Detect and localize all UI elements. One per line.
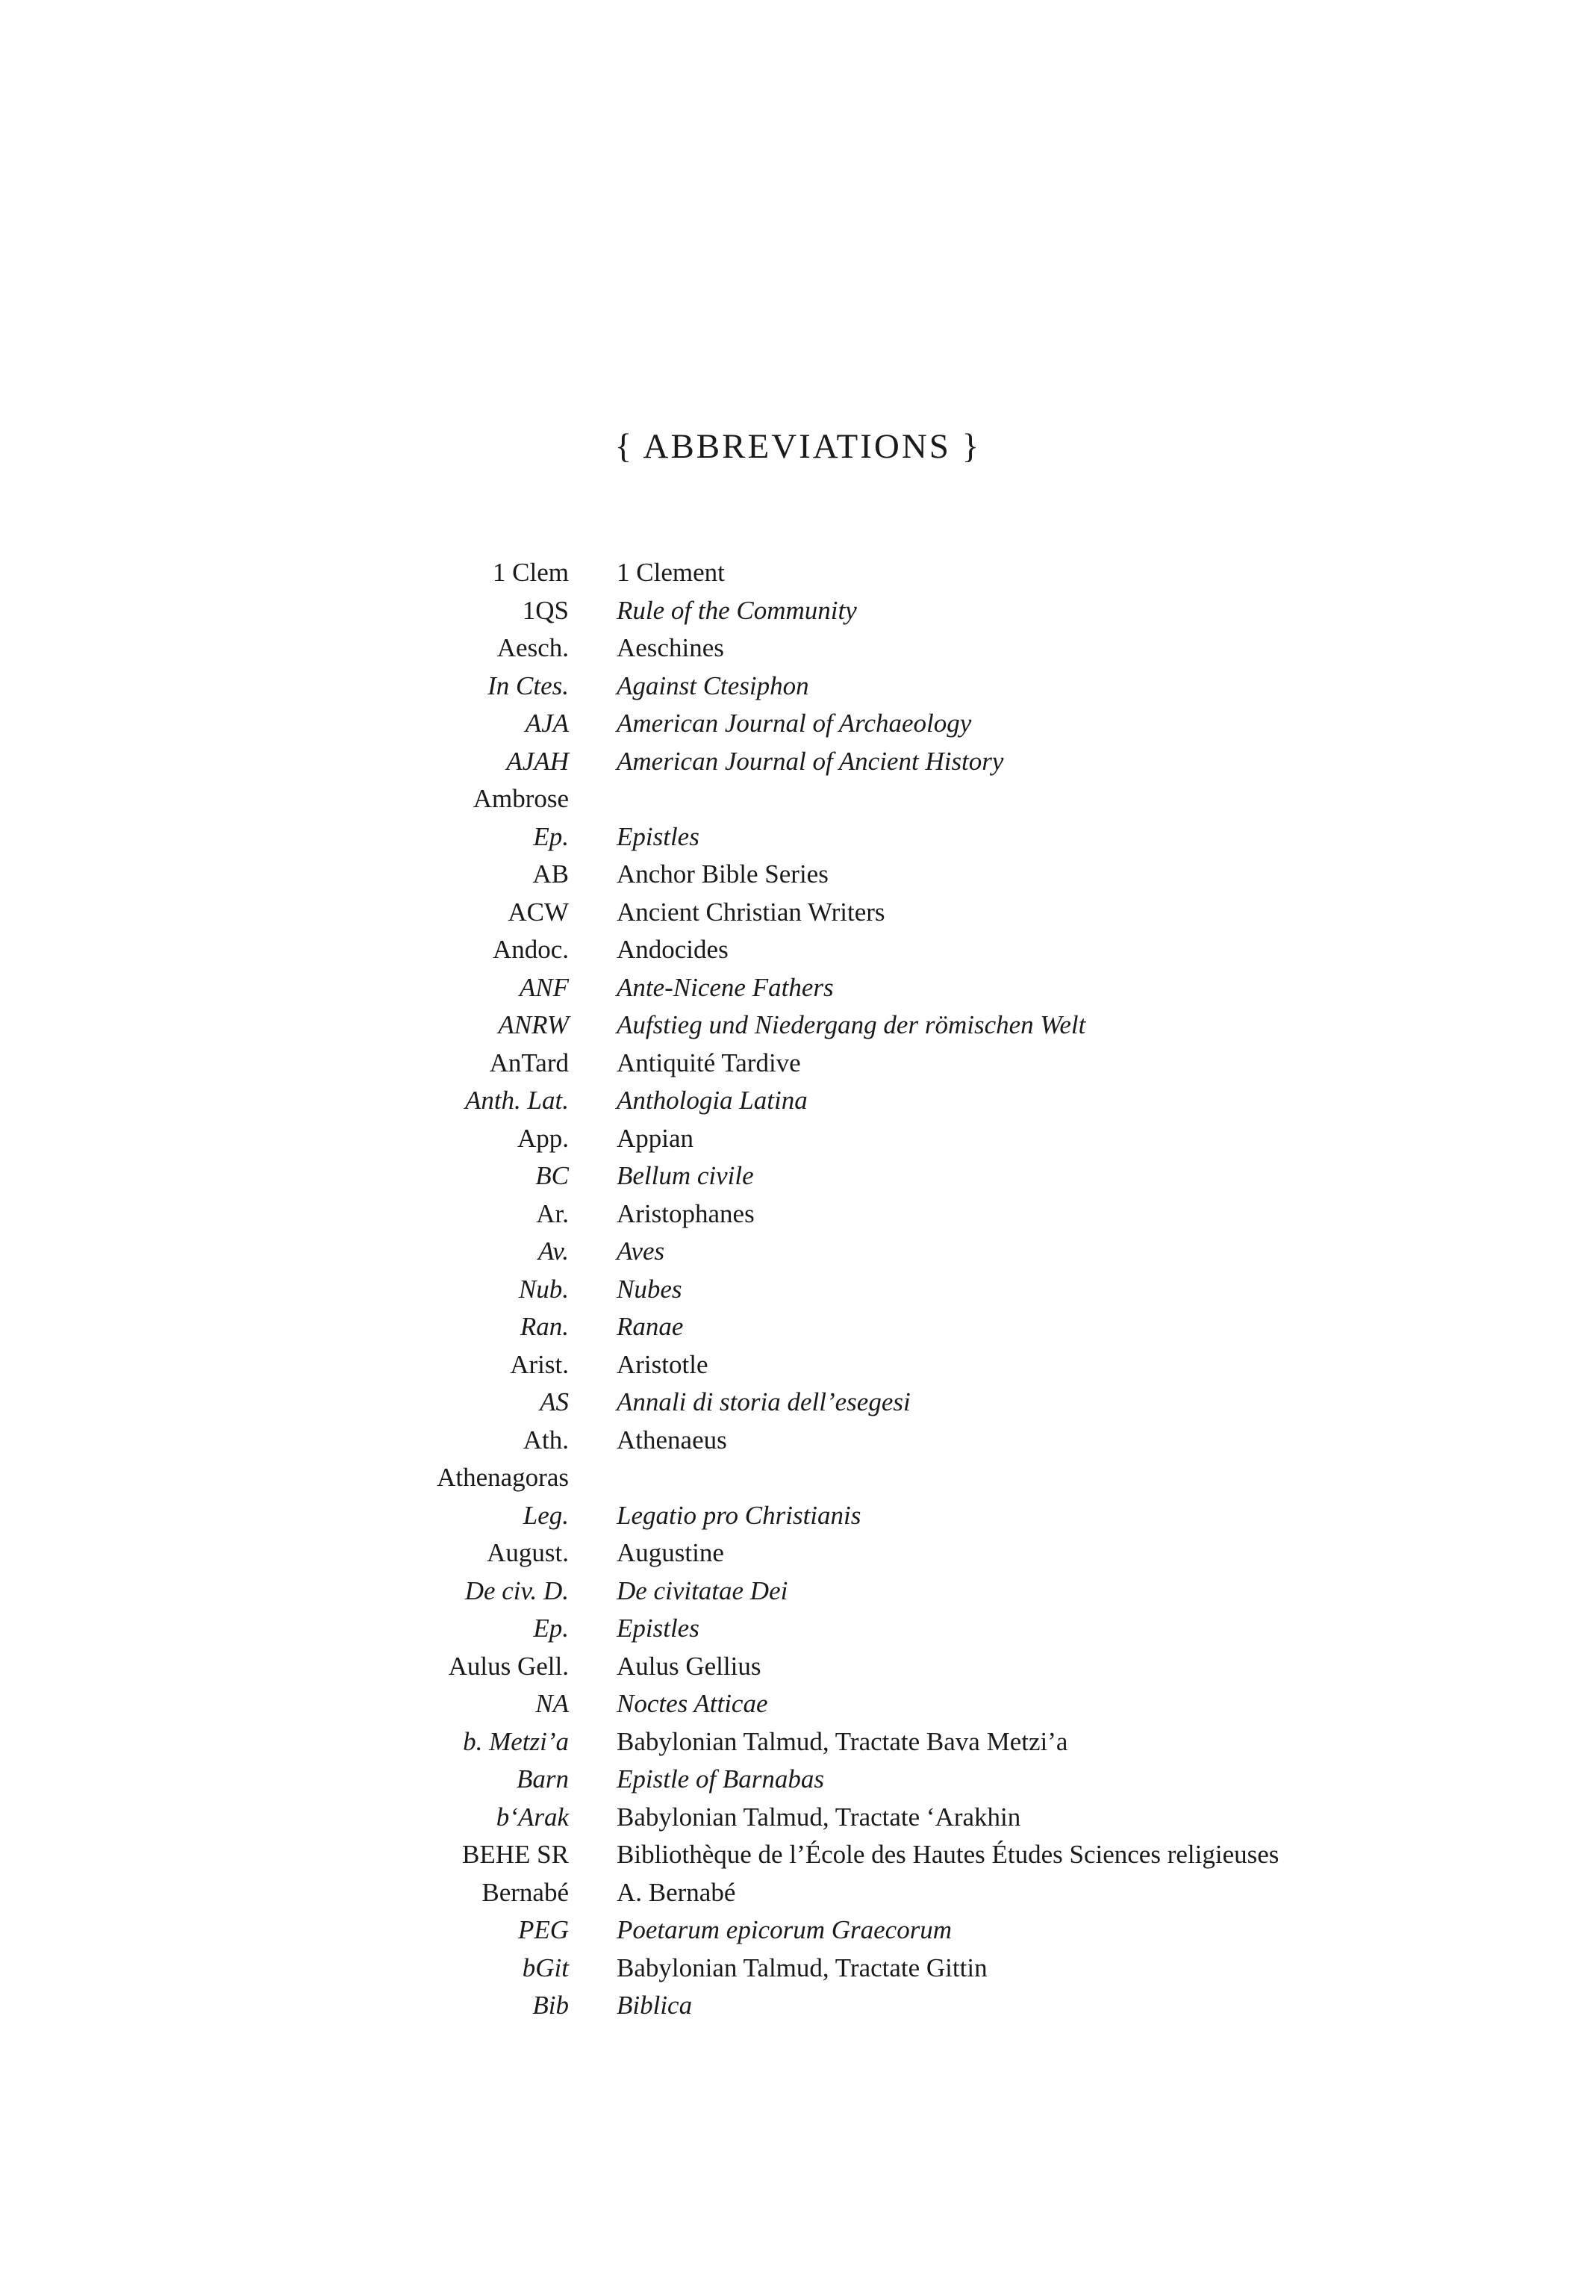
abbreviation-entry (0, 969, 1596, 1007)
abbreviation-entry (0, 1271, 1596, 1309)
abbreviation-term: AJA (525, 709, 569, 738)
abbreviation-entry (0, 554, 1596, 592)
abbreviation-expansion: Aristotle (617, 1349, 708, 1379)
abbreviation-entry (0, 1195, 1596, 1233)
abbreviation-entry (0, 1723, 1596, 1761)
abbreviation-term: Ambrose (473, 784, 569, 813)
abbreviation-expansion: Antiquité Tardive (617, 1048, 801, 1077)
abbreviation-expansion: Athenaeus (617, 1425, 727, 1455)
abbreviation-expansion: Aves (617, 1236, 665, 1266)
abbreviation-term: AJAH (506, 746, 569, 776)
abbreviation-term: De civ. D. (464, 1575, 569, 1605)
abbreviation-expansion: 1 Clement (617, 558, 725, 587)
abbreviation-term: Barn (517, 1764, 569, 1793)
abbreviation-term: bGit (522, 1953, 569, 1982)
abbreviation-entry (0, 1459, 1596, 1497)
abbreviation-expansion: Augustine (617, 1538, 724, 1567)
abbreviation-term: Ep. (533, 821, 569, 851)
abbreviation-expansion: Appian (617, 1123, 694, 1153)
abbreviation-entry (0, 1497, 1596, 1535)
abbreviation-expansion: Ranae (617, 1312, 684, 1341)
abbreviation-entry (0, 818, 1596, 856)
abbreviation-entry (0, 1610, 1596, 1648)
abbreviation-term: Aesch. (496, 633, 569, 662)
abbreviation-term: Arist. (510, 1349, 569, 1379)
abbreviation-term: Ar. (536, 1198, 569, 1228)
abbreviation-expansion: Aulus Gellius (617, 1651, 761, 1681)
abbreviation-term: b. Metzi’a (463, 1726, 569, 1756)
abbreviation-entry (0, 1045, 1596, 1083)
abbreviation-term: Bernabé (481, 1877, 569, 1907)
abbreviation-list (0, 554, 1596, 2025)
abbreviation-term: Anth. Lat. (464, 1086, 569, 1115)
abbreviation-term: ANF (519, 972, 569, 1002)
abbreviation-expansion: Anthologia Latina (617, 1086, 808, 1115)
abbreviation-expansion: Bellum civile (617, 1161, 754, 1190)
abbreviation-term: Aulus Gell. (448, 1651, 569, 1681)
abbreviation-entry (0, 1233, 1596, 1271)
abbreviation-expansion: De civitatae Dei (617, 1575, 788, 1605)
abbreviation-expansion: Andocides (617, 935, 729, 964)
abbreviation-entry (0, 1308, 1596, 1346)
abbreviation-term: 1QS (522, 595, 569, 625)
abbreviation-term: Ath. (523, 1425, 569, 1455)
abbreviation-entry (0, 1422, 1596, 1460)
abbreviation-term: Andoc. (492, 935, 569, 964)
abbreviation-expansion: Annali di storia dell’esegesi (617, 1387, 911, 1416)
abbreviation-expansion: Legatio pro Christianis (617, 1500, 861, 1530)
abbreviation-term: Athenagoras (437, 1463, 569, 1492)
abbreviation-entry (0, 1120, 1596, 1158)
abbreviation-term: BC (535, 1161, 569, 1190)
abbreviation-entry (0, 780, 1596, 818)
abbreviation-entry (0, 743, 1596, 781)
abbreviation-expansion: American Journal of Ancient History (617, 746, 1004, 776)
abbreviation-expansion: Aristophanes (617, 1198, 755, 1228)
abbreviation-entry (0, 1685, 1596, 1723)
abbreviation-entry (0, 1157, 1596, 1195)
abbreviation-expansion: Babylonian Talmud, Tractate Bava Metzi’a (617, 1726, 1068, 1756)
abbreviation-term: AB (532, 859, 569, 889)
abbreviation-entry (0, 1346, 1596, 1384)
abbreviation-expansion: Biblica (617, 1991, 693, 2020)
abbreviation-entry (0, 1007, 1596, 1045)
abbreviation-entry (0, 894, 1596, 932)
page-title: { ABBREVIATIONS } (614, 427, 982, 466)
abbreviation-expansion: Ancient Christian Writers (617, 897, 885, 927)
abbreviation-expansion: Noctes Atticae (617, 1689, 768, 1718)
abbreviation-expansion: Against Ctesiphon (617, 671, 809, 700)
abbreviation-term: b‘Arak (496, 1802, 569, 1832)
abbreviation-entry (0, 1950, 1596, 1988)
abbreviation-entry (0, 1384, 1596, 1422)
abbreviation-term: In Ctes. (487, 671, 569, 700)
abbreviation-entry (0, 1534, 1596, 1572)
abbreviation-entry (0, 1987, 1596, 2025)
abbreviation-entry (0, 1799, 1596, 1837)
abbreviation-entry (0, 931, 1596, 969)
abbreviation-expansion: A. Bernabé (617, 1877, 736, 1907)
abbreviation-term: Ep. (533, 1614, 569, 1643)
abbreviation-entry (0, 705, 1596, 743)
abbreviation-term: BEHE SR (462, 1840, 569, 1869)
abbreviation-term: AnTard (489, 1048, 569, 1077)
abbreviation-expansion: Ante-Nicene Fathers (617, 972, 834, 1002)
abbreviation-entry (0, 1572, 1596, 1611)
abbreviation-term: App. (517, 1123, 569, 1153)
abbreviation-expansion: Epistles (617, 1614, 699, 1643)
abbreviation-term: Nub. (518, 1274, 569, 1304)
abbreviation-entry (0, 592, 1596, 630)
abbreviation-term: Av. (537, 1236, 569, 1266)
abbreviation-expansion: Epistle of Barnabas (617, 1764, 825, 1793)
abbreviation-expansion: Babylonian Talmud, Tractate Gittin (617, 1953, 988, 1982)
abbreviation-expansion: American Journal of Archaeology (617, 709, 972, 738)
abbreviation-entry (0, 1761, 1596, 1799)
abbreviation-term: ANRW (498, 1010, 569, 1039)
abbreviation-expansion: Bibliothèque de l’École des Hautes Études Sciences religieuses (617, 1840, 1279, 1869)
abbreviation-expansion: Anchor Bible Series (617, 859, 829, 889)
abbreviation-entry (0, 1082, 1596, 1120)
abbreviation-expansion: Nubes (617, 1274, 682, 1304)
abbreviation-expansion: Poetarum epicorum Graecorum (617, 1915, 953, 1944)
abbreviation-expansion: Babylonian Talmud, Tractate ‘Arakhin (617, 1802, 1021, 1832)
abbreviation-expansion: Aeschines (617, 633, 724, 662)
abbreviation-term: August. (487, 1538, 569, 1567)
abbreviation-expansion: Aufstieg und Niedergang der römischen Welt (617, 1010, 1086, 1039)
abbreviation-expansion: Rule of the Community (617, 595, 857, 625)
abbreviation-entry (0, 668, 1596, 706)
abbreviation-term: ACW (508, 897, 569, 927)
abbreviation-entry (0, 1911, 1596, 1950)
abbreviation-term: AS (540, 1387, 569, 1416)
abbreviation-term: NA (535, 1689, 569, 1718)
abbreviation-term: 1 Clem (492, 558, 569, 587)
abbreviation-entry (0, 856, 1596, 894)
abbreviation-entry (0, 1874, 1596, 1912)
abbreviation-term: PEG (517, 1915, 569, 1944)
abbreviation-term: Bib (532, 1991, 569, 2020)
abbreviation-expansion: Epistles (617, 821, 699, 851)
abbreviation-entry (0, 1648, 1596, 1686)
abbreviation-term: Leg. (523, 1500, 569, 1530)
abbreviation-term: Ran. (520, 1312, 569, 1341)
abbreviation-entry (0, 1836, 1596, 1874)
abbreviation-entry (0, 629, 1596, 668)
